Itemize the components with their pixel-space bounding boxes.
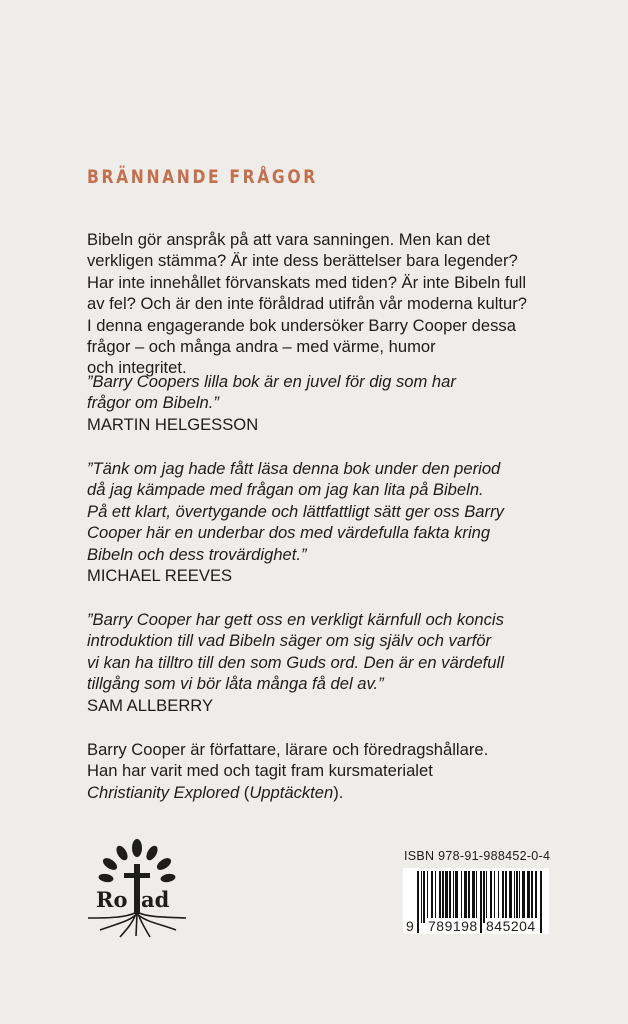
barcode-bar bbox=[519, 871, 520, 923]
barcode-bar bbox=[509, 871, 512, 923]
barcode-bar bbox=[435, 871, 436, 923]
bio-line bbox=[87, 782, 488, 803]
barcode-digits: 845204 bbox=[486, 918, 536, 934]
quote-line: Bibeln och dess trovärdighet.” bbox=[87, 544, 307, 564]
barcode-bar bbox=[522, 871, 525, 923]
barcode-bar bbox=[427, 871, 428, 923]
isbn-text: ISBN 978-91-988452-0-4 bbox=[404, 849, 551, 863]
rotad-logo bbox=[86, 838, 188, 938]
quote-author: MARTIN HELGESSON bbox=[87, 414, 259, 434]
book-title-sv: Upptäckten bbox=[249, 782, 334, 802]
quote-line: ”Barry Cooper har gett oss en verkligt kärnfull och koncis bbox=[87, 610, 504, 629]
barcode-bar bbox=[453, 871, 454, 923]
quote-line: tillgång som vi bör låta många få del av.” bbox=[87, 674, 384, 694]
barcode-bar bbox=[480, 871, 482, 933]
quote-line: ”Tänk om jag hade fått läsa denna bok under den period bbox=[87, 459, 501, 478]
quote-line: På ett klart, övertygande och lättfattligt sätt ger oss Barry bbox=[87, 501, 504, 521]
bio-line: Han har varit med och tagit fram kursmaterialet bbox=[87, 761, 433, 781]
barcode-bar bbox=[514, 871, 515, 923]
paren: ). bbox=[333, 782, 344, 802]
barcode-bar bbox=[535, 871, 537, 923]
section-heading: BRÄNNANDE FRÅGOR bbox=[87, 166, 318, 188]
barcode-bar bbox=[445, 871, 448, 923]
paren: ( bbox=[239, 782, 250, 802]
barcode-bar bbox=[417, 871, 419, 933]
barcode-bar bbox=[531, 871, 533, 923]
barcode-bar bbox=[486, 871, 487, 923]
intro-line: I denna engagerande bok undersöker Barry Cooper dessa bbox=[87, 315, 516, 335]
quote-line: vi kan ha tilltro till den som Guds ord. Den är en värdefull bbox=[87, 652, 504, 672]
barcode-bar bbox=[505, 871, 507, 923]
endorsement-3 bbox=[87, 609, 504, 716]
quote-line: ”Barry Coopers lilla bok är en juvel för dig som har bbox=[87, 372, 456, 391]
barcode-bar bbox=[490, 871, 492, 923]
endorsement-2 bbox=[87, 458, 504, 586]
barcode-bar bbox=[498, 871, 499, 923]
barcode-bar bbox=[442, 871, 444, 923]
intro-line: och integritet. bbox=[87, 358, 187, 378]
barcode-bar bbox=[527, 871, 530, 923]
intro-line: av fel? Och är den inte föråldrad utifrån vår moderna kultur? bbox=[87, 294, 527, 314]
barcode-bar bbox=[461, 871, 462, 923]
barcode-digit: 9 bbox=[406, 918, 414, 934]
barcode-bar bbox=[439, 871, 441, 923]
author-bio bbox=[87, 739, 488, 803]
quote-author: SAM ALLBERRY bbox=[87, 695, 214, 715]
barcode-digits: 789198 bbox=[428, 918, 478, 934]
svg-text:ad: ad bbox=[141, 887, 170, 912]
barcode-bar bbox=[455, 871, 458, 923]
barcode-bar bbox=[483, 871, 485, 923]
barcode-bar bbox=[449, 871, 451, 923]
barcode-bar bbox=[540, 871, 542, 933]
barcode-bar bbox=[423, 871, 425, 923]
intro-line: frågor – och många andra – med värme, humor bbox=[87, 337, 436, 357]
barcode-bar bbox=[468, 871, 470, 923]
barcode bbox=[403, 868, 549, 934]
quote-line: introduktion till vad Bibeln säger om sig själv och varför bbox=[87, 631, 491, 651]
quote-line: Cooper här en underbar dos med värdefulla fakta kring bbox=[87, 523, 491, 543]
quote-line: då jag kämpade med frågan om jag kan lita på Bibeln. bbox=[87, 480, 484, 500]
bio-line: Barry Cooper är författare, lärare och föredragshållare. bbox=[87, 740, 489, 759]
book-title-en: Christianity Explored bbox=[87, 782, 240, 802]
barcode-bar bbox=[431, 871, 433, 923]
barcode-bar bbox=[516, 871, 518, 923]
svg-text:Ro: Ro bbox=[96, 887, 128, 912]
barcode-bar bbox=[421, 871, 422, 923]
barcode-bar bbox=[476, 871, 477, 923]
barcode-bar bbox=[472, 871, 475, 923]
barcode-bar bbox=[464, 871, 467, 923]
barcode-bar bbox=[494, 871, 495, 923]
barcode-bar bbox=[502, 871, 504, 923]
endorsement-1 bbox=[87, 371, 456, 435]
quote-line: frågor om Bibeln.” bbox=[87, 393, 219, 413]
intro-line: Bibeln gör anspråk på att vara sanningen. Men kan det bbox=[87, 230, 491, 249]
intro-paragraph bbox=[87, 229, 527, 379]
intro-line: verkligen stämma? Är inte dess berättelser bara legender? bbox=[87, 251, 518, 271]
quote-author: MICHAEL REEVES bbox=[87, 566, 233, 586]
intro-line: Har inte innehållet förvanskats med tiden? Är inte Bibeln full bbox=[87, 272, 527, 292]
